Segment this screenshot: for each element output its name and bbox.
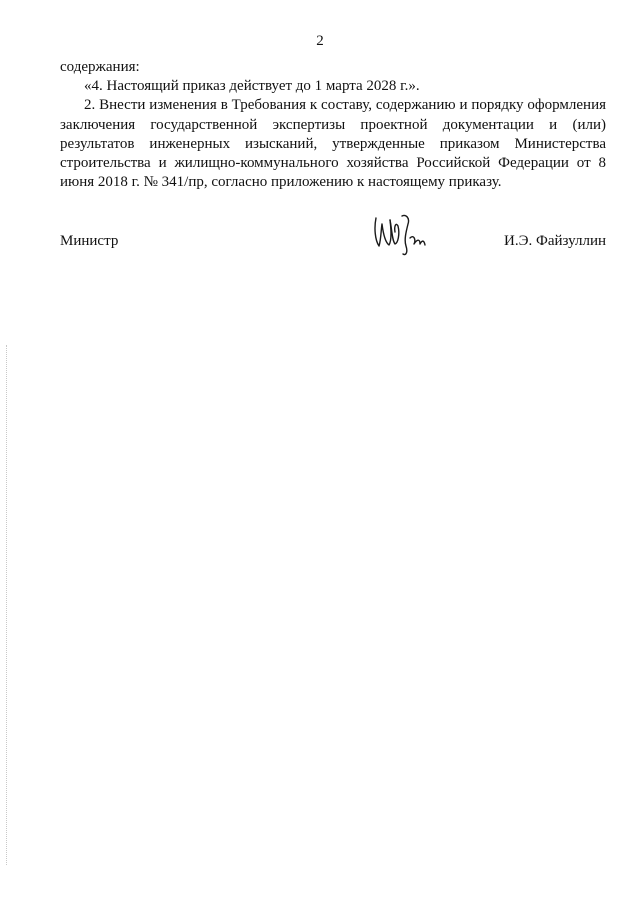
paragraph-item-2: 2. Внести изменения в Требования к составу, содержанию и порядку оформления заключения государственной экспертизы проектной документации и (или) результатов инженерных изысканий, утвержденные приказом Министерства строительства и жилищно-коммунального хозяйства Российской Федерации от 8 июня 2018 г. № 341/пр, согласно приложению к настоящему приказу. [60, 97, 606, 191]
paragraph-continuation: содержания: [60, 59, 140, 75]
document-body [60, 58, 606, 192]
paragraph-clause-quote: «4. Настоящий приказ действует до 1 марта 2028 г.». [84, 78, 420, 95]
signer-name: И.Э. Файзуллин [504, 233, 606, 249]
handwritten-signature [370, 210, 430, 258]
scan-margin-mark [6, 345, 8, 865]
signer-title: Министр [60, 233, 119, 249]
page-number: 2 [316, 33, 324, 49]
